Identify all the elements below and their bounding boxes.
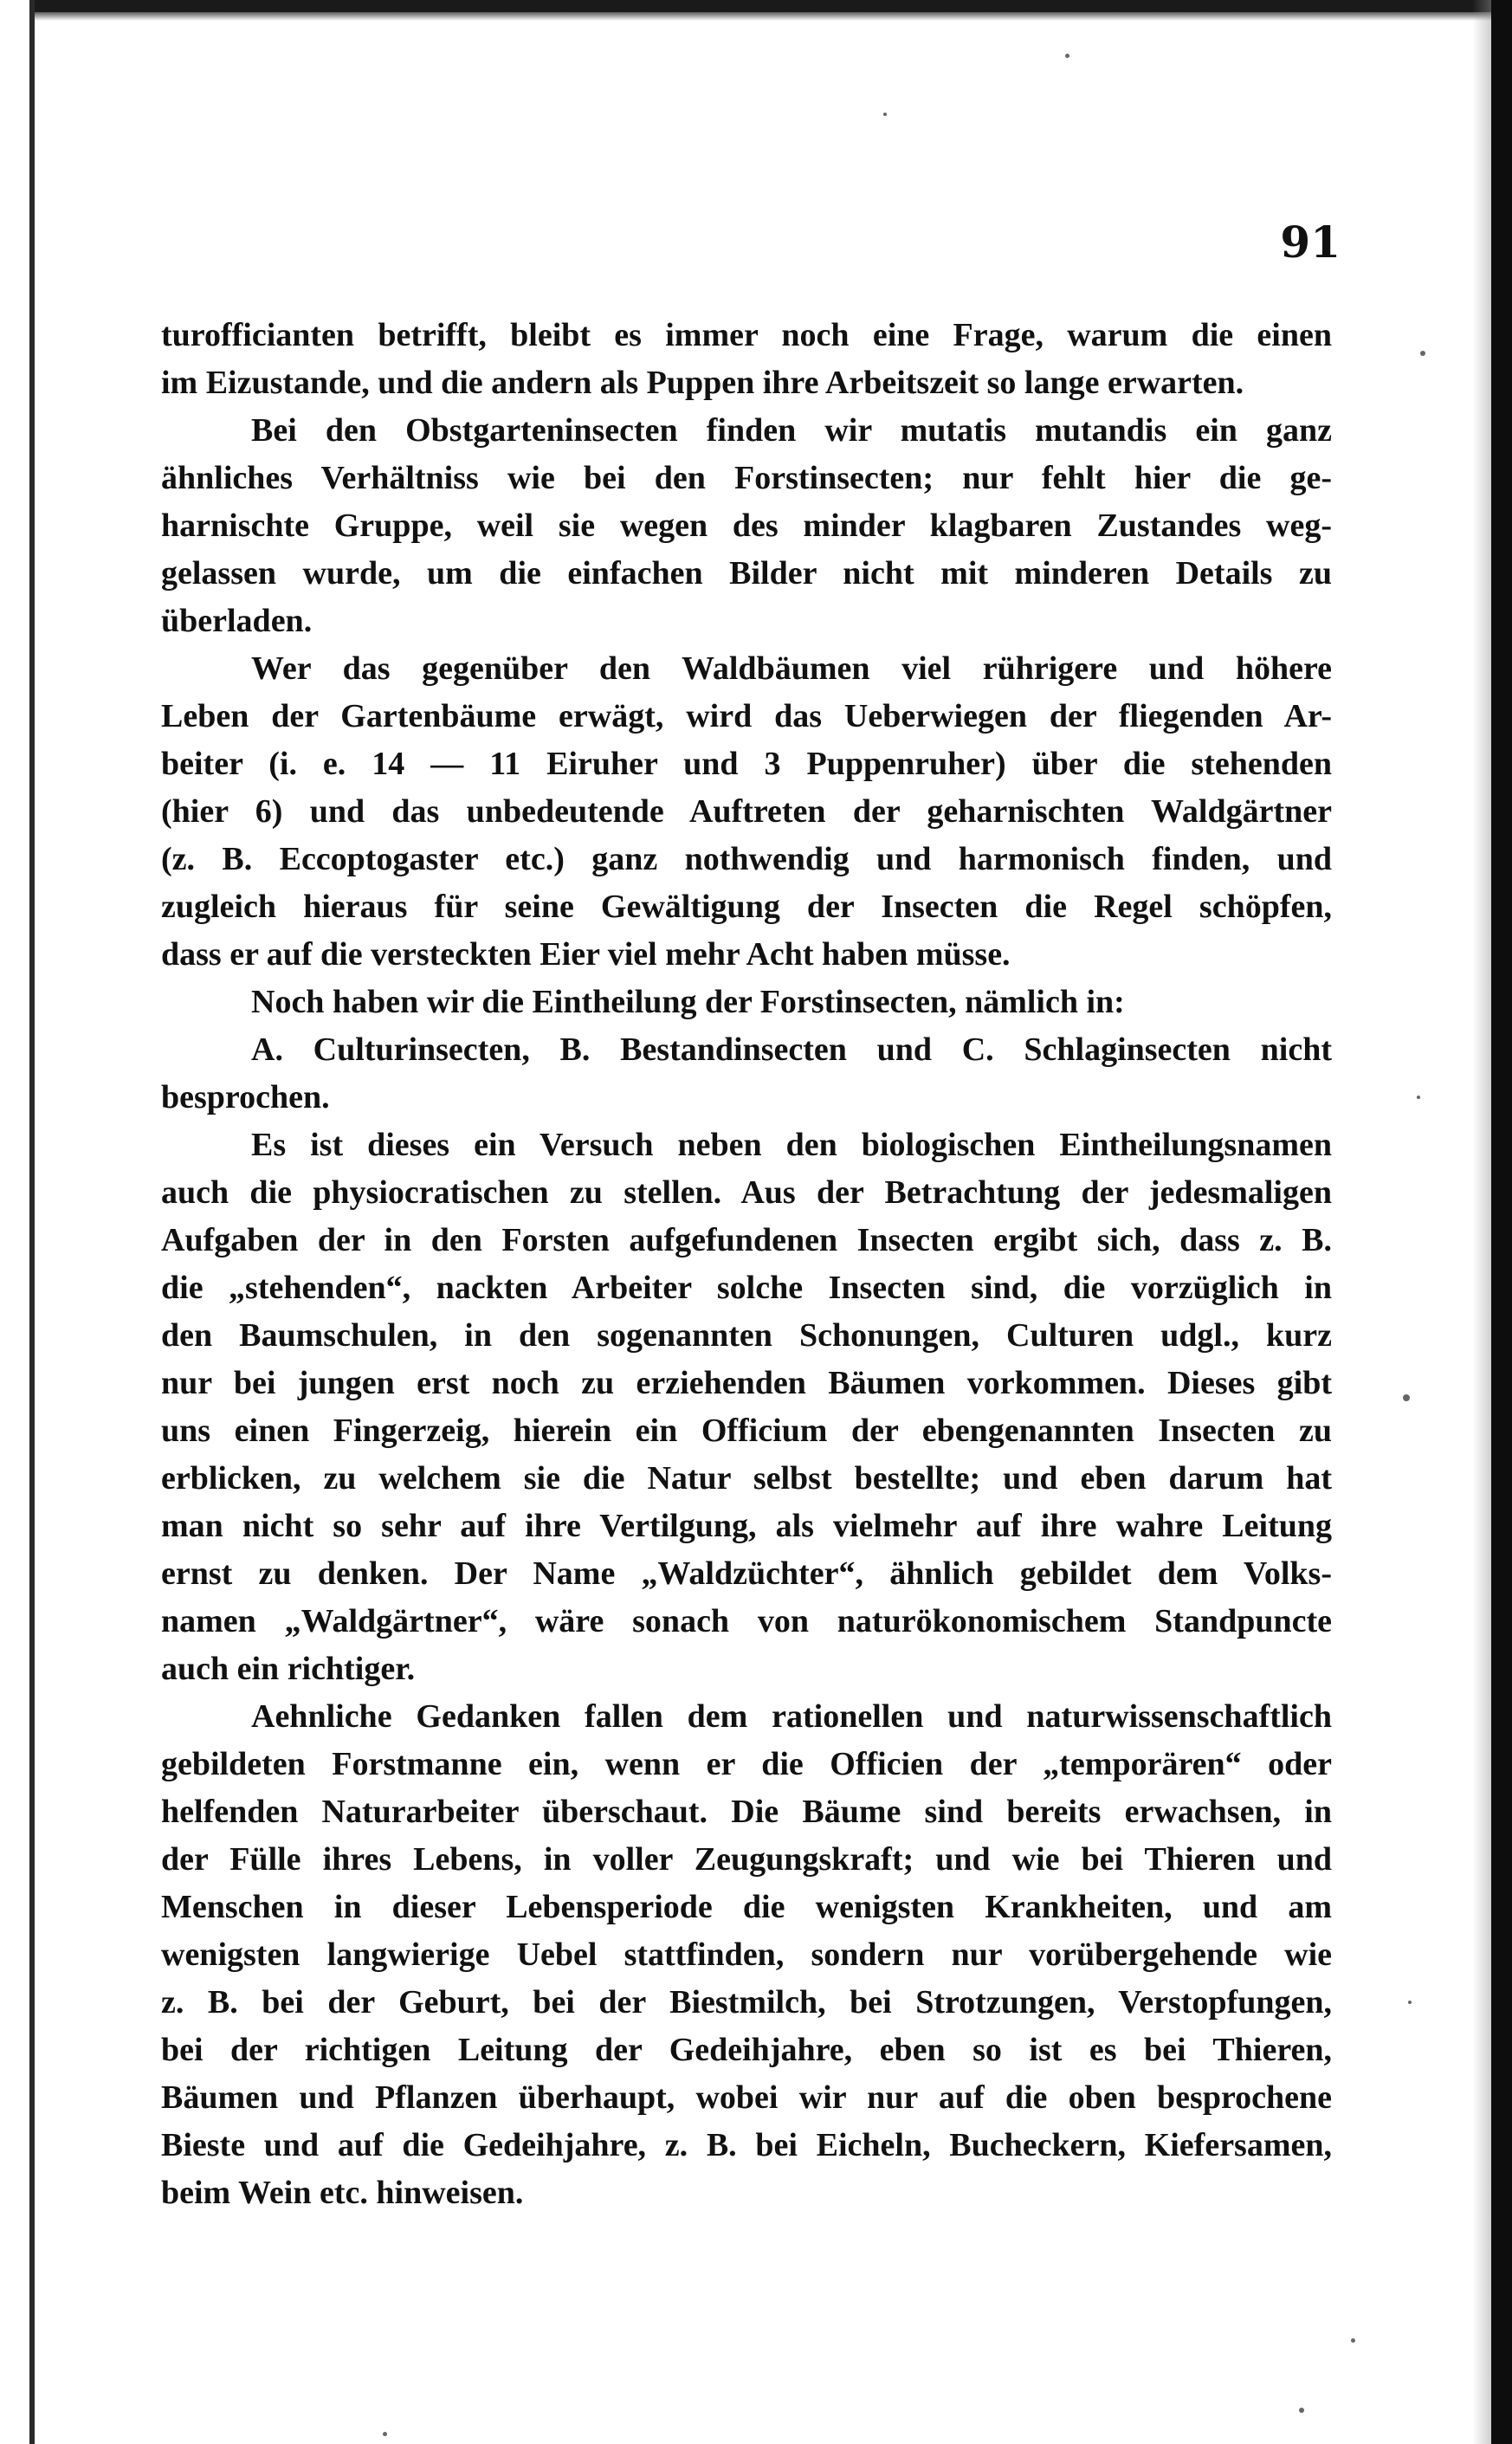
text-line: ähnliches Verhältniss wie bei den Forstinsecten; nur fehlt hier die ge- <box>161 460 1332 496</box>
text-line: helfenden Naturarbeiter überschaut. Die Bäume sind bereits erwachsen, in <box>161 1794 1332 1830</box>
text-line: besprochen. <box>161 1079 330 1115</box>
text-line: der Fülle ihres Lebens, in voller Zeugungskraft; und wie bei Thieren und <box>161 1841 1332 1878</box>
dust-speck <box>1351 2338 1355 2343</box>
text-line: gelassen wurde, um die einfachen Bilder nicht mit minderen Details zu <box>161 555 1332 592</box>
text-line: beim Wein etc. hinweisen. <box>161 2175 524 2211</box>
text-line: (z. B. Eccoptogaster etc.) ganz nothwendig und harmonisch finden, und <box>161 841 1332 877</box>
page-number: 91 <box>1280 217 1341 268</box>
text-line: (hier 6) und das unbedeutende Auftreten der geharnischten Waldgärtner <box>161 793 1332 830</box>
dust-speck <box>1299 2408 1304 2413</box>
text-line: uns einen Fingerzeig, hierein ein Officium der ebengenannten Insecten zu <box>161 1413 1332 1449</box>
text-line: Aehnliche Gedanken fallen dem rationellen und naturwissenschaftlich <box>251 1698 1332 1735</box>
scan-right-edge <box>1491 0 1512 2444</box>
text-line: Bei den Obstgarteninsecten finden wir mutatis mutandis ein ganz <box>251 412 1332 449</box>
dust-speck <box>1417 1096 1420 1099</box>
text-line: zugleich hieraus für seine Gewältigung der Insecten die Regel schöpfen, <box>161 889 1332 925</box>
text-line: Leben der Gartenbäume erwägt, wird das Ueberwiegen der fliegenden Ar- <box>161 698 1332 734</box>
text-line: A. Culturinsecten, B. Bestandinsecten und C. Schlaginsecten nicht <box>251 1031 1332 1068</box>
text-line: erblicken, zu welchem sie die Natur selbst bestellte; und eben darum hat <box>161 1460 1332 1497</box>
text-line: Bieste und auf die Gedeihjahre, z. B. bei Eicheln, Bucheckern, Kiefersamen, <box>161 2127 1332 2163</box>
scan-top-shadow <box>31 12 1495 21</box>
text-line: wenigsten langwierige Uebel stattfinden, sondern nur vorübergehende wie <box>161 1936 1332 1973</box>
text-line: überladen. <box>161 603 313 639</box>
text-line: die „stehenden“, nackten Arbeiter solche Insecten sind, die vorzüglich in <box>161 1270 1332 1306</box>
dust-speck <box>1420 351 1425 356</box>
text-line: auch ein richtiger. <box>161 1651 416 1687</box>
scan-right-shadow <box>1472 0 1491 2444</box>
text-line: im Eizustande, und die andern als Puppen ihre Arbeitszeit so lange erwarten. <box>161 365 1244 401</box>
text-line: bei der richtigen Leitung der Gedeihjahre, eben so ist es bei Thieren, <box>161 2032 1332 2068</box>
dust-speck <box>383 2432 387 2436</box>
text-line: Aufgaben der in den Forsten aufgefundenen Insecten ergibt sich, dass z. B. <box>161 1222 1332 1258</box>
text-line: gebildeten Forstmanne ein, wenn er die Officien der „temporären“ oder <box>161 1746 1332 1782</box>
text-line: auch die physiocratischen zu stellen. Aus der Betrachtung der jedesmaligen <box>161 1174 1332 1211</box>
text-line: namen „Waldgärtner“, wäre sonach von naturökonomischem Standpuncte <box>161 1603 1332 1639</box>
text-line: Noch haben wir die Eintheilung der Forstinsecten, nämlich in: <box>251 984 1125 1020</box>
dust-speck <box>1403 1394 1410 1401</box>
text-line: man nicht so sehr auf ihre Vertilgung, als vielmehr auf ihre wahre Leitung <box>161 1508 1332 1544</box>
text-line: nur bei jungen erst noch zu erziehenden Bäumen vorkommen. Dieses gibt <box>161 1365 1332 1401</box>
text-line: z. B. bei der Geburt, bei der Biestmilch, bei Strotzungen, Verstopfungen, <box>161 1984 1332 2021</box>
text-line: Bäumen und Pflanzen überhaupt, wobei wir nur auf die oben besprochene <box>161 2079 1332 2116</box>
scan-top-edge <box>31 0 1495 12</box>
text-line: den Baumschulen, in den sogenannten Schonungen, Culturen udgl., kurz <box>161 1317 1332 1354</box>
text-line: Wer das gegenüber den Waldbäumen viel rührigere und höhere <box>251 650 1332 687</box>
text-line: dass er auf die versteckten Eier viel mehr Acht haben müsse. <box>161 936 1011 973</box>
body-text <box>161 312 1332 2217</box>
text-line: turofficianten betrifft, bleibt es immer noch eine Frage, warum die einen <box>161 317 1332 353</box>
text-line: Es ist dieses ein Versuch neben den biologischen Eintheilungsnamen <box>251 1127 1332 1163</box>
dust-speck <box>1408 2001 1412 2004</box>
text-line: harnischte Gruppe, weil sie wegen des minder klagbaren Zustandes weg- <box>161 508 1332 544</box>
text-line: ernst zu denken. Der Name „Waldzüchter“, ähnlich gebildet dem Volks- <box>161 1555 1332 1592</box>
text-line: Menschen in dieser Lebensperiode die wenigsten Krankheiten, und am <box>161 1889 1332 1925</box>
scan-left-edge <box>29 0 35 2444</box>
dust-speck <box>883 113 887 116</box>
text-line: beiter (i. e. 14 — 11 Eiruher und 3 Puppenruher) über die stehenden <box>161 746 1332 782</box>
dust-speck <box>1065 54 1069 58</box>
